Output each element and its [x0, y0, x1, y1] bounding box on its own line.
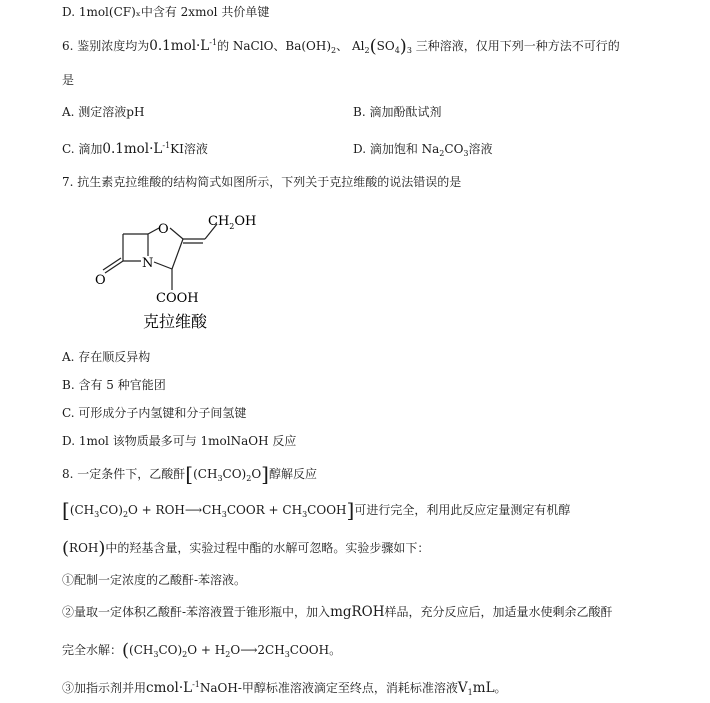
q6-option-a: A. 测定溶液pH	[62, 105, 145, 119]
question-number: 8.	[62, 467, 74, 481]
q7-option-d: D. 1mol 该物质最多可与 1molNaOH 反应	[62, 434, 297, 448]
cooh-label: COOH	[156, 291, 199, 306]
question-8-line-1: 8. 一定条件下，乙酸酐$[(CH_3CO)_2O]$醇解反应	[62, 462, 317, 486]
question-6-stem: 6. 鉴别浓度均为$0.1mol\cdot L^{-1}$的 NaClO、$Ba(OH)_2$、 $Al_2(SO_4)_3$ 三种溶液，仅用下列一种方法不可行的	[62, 36, 620, 57]
option-d-previous: D. 1mol(CF)ₓ中含有 2xmol 共价单键	[62, 5, 270, 19]
question-number: 7.	[62, 175, 74, 189]
question-8-step-3: ③加指示剂并用$cmol\cdot L^{-1}NaOH-$甲醇标准溶液滴定至终点，消耗标准溶液$V_1mL$。	[62, 680, 507, 697]
question-6-stem-cont: 是	[62, 73, 75, 87]
question-8-line-3: (ROH)中的羟基含量，实验过程中酯的水解可忽略。实验步骤如下：	[62, 538, 430, 559]
q7-option-c: C. 可形成分子内氢键和分子间氢键	[62, 406, 247, 420]
reaction-arrow: ⟶	[184, 503, 203, 517]
ring-oxygen-label: O	[158, 222, 169, 237]
q6-option-d: D. 滴加饱和 $Na_2CO_3$溶液	[353, 142, 493, 158]
q7-option-a: A. 存在顺反异构	[62, 350, 151, 364]
carbonyl-oxygen-label: O	[95, 273, 106, 288]
question-8-step-1: ①配制一定浓度的乙酸酐-苯溶液。	[62, 573, 247, 587]
ch2oh-label: $CH_2OH$	[208, 214, 257, 231]
q7-option-b: B. 含有 5 种官能团	[62, 378, 166, 392]
question-number: 6.	[62, 39, 74, 53]
question-8-step-2: ②量取一定体积乙酸酐-苯溶液置于锥形瓶中，加入mgROH样品，充分反应后，加适量水使剩余乙酸酐	[62, 604, 613, 620]
stem-text: 鉴别浓度均为	[77, 39, 150, 53]
nitrogen-label: N	[142, 256, 154, 271]
question-8-equation-line: [$(CH_3CO)_2O$ + $ROH⟶CH_3COOR$ + $CH_3COOH$]可进行完全，利用此反应定量测定有机醇	[62, 498, 571, 522]
clavulanic-acid-structure	[90, 206, 280, 336]
structure-name-label: 克拉维酸	[143, 312, 208, 331]
q6-option-c: C. 滴加$0.1mol\cdot L^{-1}KI$溶液	[62, 141, 208, 157]
question-8-step-2-cont: 完全水解：($(CH_3CO)_2O$ + $H_2O⟶2CH_3COOH$。	[62, 640, 342, 661]
reaction-arrow: ⟶	[240, 643, 258, 657]
q6-option-b: B. 滴加酚酞试剂	[353, 105, 442, 119]
question-7-stem: 7. 抗生素克拉维酸的结构简式如图所示，下列关于克拉维酸的说法错误的是	[62, 175, 462, 189]
